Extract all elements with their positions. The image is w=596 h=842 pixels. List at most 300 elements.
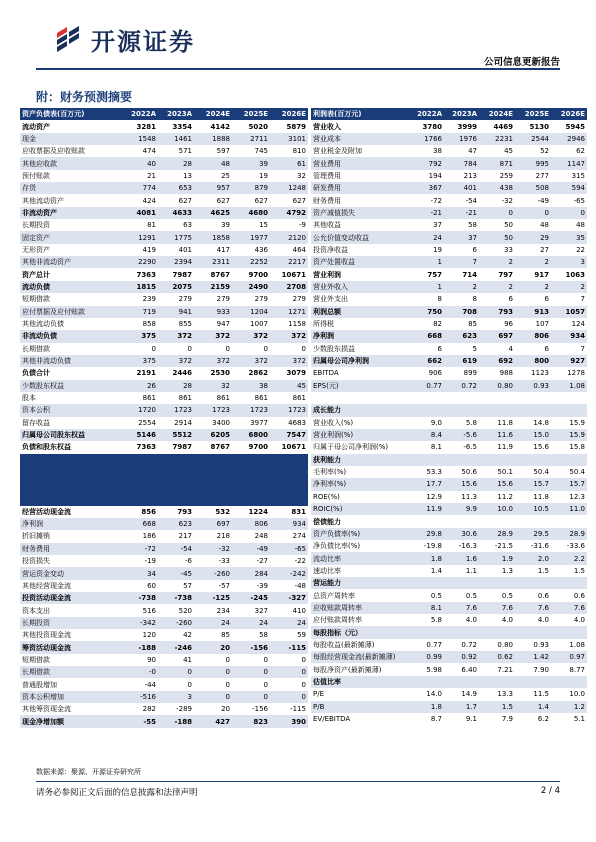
cell-value: 0: [194, 691, 232, 703]
cell-value: 11.2: [497, 492, 513, 501]
table-row: [311, 256, 587, 268]
table-row: [20, 404, 308, 416]
row-label: ROE(%): [313, 492, 340, 501]
cell-value: 186: [142, 532, 156, 541]
cell-value: 39: [232, 157, 270, 169]
row-label: 营业利润: [313, 270, 341, 279]
cell-value: 58: [259, 631, 268, 640]
cell-value: 284: [232, 567, 270, 579]
row-label: 归属于母公司净利润(%): [313, 443, 389, 452]
cell-value: [409, 626, 444, 638]
row-label: 现金: [20, 133, 120, 145]
row-label: 营运资金变动: [20, 567, 120, 579]
cell-value: 861: [216, 394, 230, 403]
cell-value: 4469: [493, 122, 513, 131]
cell-value: -156: [252, 705, 268, 714]
cell-value: [551, 676, 587, 688]
table-row: [311, 589, 587, 601]
cell-value: 571: [178, 147, 192, 156]
cell-value: -32: [501, 196, 513, 205]
cell-value: -57: [218, 581, 230, 590]
row-label: 长期借款: [20, 666, 120, 678]
cell-value: 627: [216, 196, 230, 205]
cell-value: 1461: [158, 133, 194, 145]
cell-value: 1271: [270, 306, 308, 318]
cell-value: 7987: [172, 443, 192, 452]
table-row: [20, 207, 308, 219]
table-row: [20, 592, 308, 604]
cell-value: 15: [259, 221, 268, 230]
cell-value: 375: [120, 355, 158, 367]
cell-value: 372: [270, 330, 308, 342]
cell-value: 3400: [212, 418, 230, 427]
cell-value: 4633: [158, 207, 194, 219]
row-label: 非流动资产: [20, 207, 120, 219]
row-label: 非流动负债: [20, 330, 120, 342]
cell-value: 7987: [172, 270, 192, 279]
cell-value: -48: [294, 581, 306, 590]
table-row: [311, 441, 587, 453]
cell-value: 784: [444, 157, 479, 169]
cell-value: -6.5: [463, 443, 477, 452]
row-label: 研发费用: [311, 182, 409, 194]
table-row: [20, 145, 308, 157]
row-label: 其他非流动资产: [20, 256, 120, 268]
cell-value: 37: [433, 221, 442, 230]
company-logo: [53, 22, 195, 56]
cell-value: 2217: [270, 256, 308, 268]
cell-value: 1.7: [444, 701, 479, 713]
cell-value: 438: [479, 182, 515, 194]
cell-value: 793: [177, 507, 192, 516]
cell-value: 57: [183, 581, 192, 590]
cell-value: 2862: [248, 369, 268, 378]
cell-value: 934: [270, 518, 308, 530]
cell-value: 1858: [194, 231, 232, 243]
row-label: 营业税金及附加: [313, 147, 362, 156]
cell-value: [409, 515, 444, 527]
cell-value: 995: [515, 157, 551, 169]
row-label: 应收账款周转率: [311, 602, 409, 614]
cell-value: 10.5: [515, 503, 551, 515]
cell-value: 627: [254, 196, 268, 205]
cell-value: 279: [254, 295, 268, 304]
cell-value: -0: [120, 666, 158, 678]
table-row: [20, 330, 308, 342]
cell-value: [515, 454, 551, 466]
cell-value: -19.8: [423, 542, 442, 551]
cell-value: 1.1: [465, 566, 477, 575]
cell-value: 48: [576, 221, 585, 230]
cell-value: 0: [232, 691, 270, 703]
cell-value: 2: [515, 281, 551, 293]
cell-value: -22: [294, 557, 306, 566]
cell-value: 0.97: [551, 651, 587, 663]
cell-value: 279: [292, 295, 306, 304]
row-label: EPS(元): [311, 380, 409, 392]
cell-value: 823: [232, 715, 270, 727]
cell-value: 436: [254, 245, 268, 254]
cell-value: 279: [216, 295, 230, 304]
cell-value: -33.6: [566, 542, 585, 551]
cell-value: 11.5: [533, 690, 549, 699]
table-header-year: 2026E: [551, 108, 587, 120]
cell-value: 871: [479, 157, 515, 169]
row-label: 负债合计: [22, 369, 50, 378]
cell-value: 1775: [158, 231, 194, 243]
cell-value: 532: [215, 507, 230, 516]
cell-value: -65: [573, 196, 585, 205]
row-label: 预付账款: [22, 171, 50, 180]
cell-value: 917: [534, 270, 549, 279]
cell-value: 5130: [529, 122, 549, 131]
cell-value: 53.3: [426, 468, 442, 477]
table-row: [20, 691, 308, 703]
cell-value: 48: [540, 221, 549, 230]
cell-value: 0: [187, 344, 192, 353]
cell-value: 1: [409, 256, 444, 268]
row-label: 少数股东损益: [313, 344, 355, 353]
cell-value: 1.08: [569, 640, 585, 649]
cell-value: 988: [499, 369, 513, 378]
cell-value: -188: [120, 641, 158, 653]
cell-value: 0: [301, 344, 306, 353]
cell-value: 594: [551, 182, 587, 194]
cell-value: 6: [544, 344, 549, 353]
cell-value: -54: [465, 196, 477, 205]
table-row: [311, 281, 587, 293]
cell-value: 7: [580, 295, 585, 304]
cell-value: 1977: [232, 231, 270, 243]
table-row: [311, 404, 587, 416]
cell-value: 10671: [281, 443, 306, 452]
table-row: [20, 182, 308, 194]
cell-value: -245: [232, 592, 270, 604]
cell-value: 9.1: [465, 715, 477, 724]
cell-value: 5879: [286, 122, 306, 131]
cell-value: [479, 454, 515, 466]
row-label: 普通股增加: [22, 680, 57, 689]
cell-value: 28: [158, 380, 194, 392]
table-row: [20, 133, 308, 145]
cell-value: 28.9: [479, 528, 515, 540]
row-label: 归属母公司股东权益: [20, 429, 120, 441]
table-row: [311, 355, 587, 367]
table-row: [311, 491, 587, 503]
table-row: [20, 567, 308, 579]
cell-value: 9700: [248, 443, 268, 452]
cell-value: 0: [263, 344, 268, 353]
table-row: [311, 170, 587, 182]
row-label: 短期借款: [22, 655, 50, 664]
cell-value: 7.6: [551, 602, 587, 614]
cell-value: [515, 577, 551, 589]
cell-value: 1.8: [409, 552, 444, 564]
table-row: [311, 120, 587, 132]
table-row: [20, 641, 308, 653]
table-row: [20, 231, 308, 243]
cell-value: 59: [297, 631, 306, 640]
cell-value: 2: [551, 281, 587, 293]
cell-value: 5: [472, 344, 477, 353]
cell-value: 2: [444, 281, 479, 293]
cell-value: [515, 626, 551, 638]
row-label: EBITDA: [313, 369, 339, 378]
cell-value: 4.0: [501, 616, 513, 625]
cell-value: 8767: [210, 270, 230, 279]
table-row: [20, 355, 308, 367]
cell-value: [551, 515, 587, 527]
table-row: [20, 293, 308, 305]
cell-value: 50: [504, 221, 513, 230]
cell-value: 85: [468, 320, 477, 329]
table-row: [311, 429, 587, 441]
cell-value: 861: [292, 394, 306, 403]
cell-value: 7363: [136, 270, 156, 279]
cell-value: 4142: [210, 122, 230, 131]
cell-value: 279: [178, 295, 192, 304]
table-row: [20, 506, 308, 518]
cell-value: 3977: [250, 418, 268, 427]
table-row: [20, 417, 308, 429]
cell-value: 3079: [286, 369, 306, 378]
table-row: [20, 268, 308, 280]
cell-value: 0: [151, 344, 156, 353]
cell-value: 3281: [136, 122, 156, 131]
cell-value: 0: [194, 666, 232, 678]
table-row: [311, 503, 587, 515]
cell-value: 1.5: [537, 566, 549, 575]
cell-value: 15.6: [444, 478, 479, 490]
cell-value: -289: [176, 705, 192, 714]
cell-value: 2.2: [551, 552, 587, 564]
cell-value: 1.4: [430, 566, 442, 575]
cell-value: 327: [254, 606, 268, 615]
cell-value: 4: [508, 344, 513, 353]
cell-value: 239: [142, 295, 156, 304]
cell-value: [515, 515, 551, 527]
cell-value: 0.93: [533, 640, 549, 649]
table-header-year: 2022A: [409, 108, 444, 120]
table-row: [311, 157, 587, 169]
row-label: 财务费用: [20, 543, 120, 555]
row-label: 流动负债: [20, 281, 120, 293]
cell-value: -5.6: [444, 429, 479, 441]
cell-value: 234: [216, 606, 230, 615]
table-row: [311, 602, 587, 614]
table-row: [20, 666, 308, 678]
row-label: 现金净增加额: [20, 715, 120, 727]
cell-value: -33: [218, 557, 230, 566]
cell-value: 0.99: [409, 651, 444, 663]
row-label: 偿债能力: [313, 517, 341, 526]
cell-value: [409, 676, 444, 688]
cell-value: 5.8: [465, 418, 477, 427]
cell-value: 15.7: [515, 478, 551, 490]
cell-value: 9700: [248, 270, 268, 279]
row-label: 营业收入(%): [313, 418, 354, 427]
row-label: 长期借款: [22, 344, 50, 353]
cell-value: 627: [292, 196, 306, 205]
table-row: [311, 367, 587, 379]
cell-value: 806: [515, 330, 551, 342]
cell-value: 8767: [210, 443, 230, 452]
cell-value: 668: [120, 518, 158, 530]
cell-value: 11.6: [479, 429, 515, 441]
cell-value: 45: [270, 380, 308, 392]
cell-value: 10671: [281, 270, 306, 279]
table-row: [20, 555, 308, 567]
cell-value: 0.77: [426, 640, 442, 649]
cell-value: 32: [297, 171, 306, 180]
table-row: [311, 528, 587, 540]
cell-value: 277: [535, 171, 549, 180]
cell-value: [479, 626, 515, 638]
cell-value: 372: [158, 330, 194, 342]
cell-value: 7.21: [497, 665, 513, 674]
cell-value: 5.98: [426, 665, 442, 674]
cell-value: [479, 577, 515, 589]
cell-value: 856: [141, 507, 156, 516]
cell-value: 1.4: [515, 701, 551, 713]
cell-value: 4680: [232, 207, 270, 219]
cell-value: 15.9: [551, 429, 587, 441]
cell-value: -9: [299, 221, 306, 230]
row-label: 毛利率(%): [313, 468, 347, 477]
cell-value: 7363: [136, 443, 156, 452]
cell-value: 28.9: [551, 528, 587, 540]
table-row: [20, 157, 308, 169]
cell-value: 410: [292, 606, 306, 615]
table-row: [311, 639, 587, 651]
cell-value: 14.0: [426, 690, 442, 699]
table-row: [20, 441, 308, 453]
cell-value: 692: [479, 355, 515, 367]
cell-value: 7: [444, 256, 479, 268]
cell-value: 8: [472, 295, 477, 304]
footer-disclaimer: 请务必参阅正文后面的信息披露和法律声明: [36, 788, 198, 798]
cell-value: 3: [158, 691, 194, 703]
cell-value: 8.77: [569, 665, 585, 674]
cell-value: -260: [158, 617, 194, 629]
cell-value: 5146: [120, 429, 158, 441]
cell-value: 85: [221, 631, 230, 640]
cell-value: 29.5: [515, 528, 551, 540]
cell-value: 2.0: [515, 552, 551, 564]
table-row: [311, 688, 587, 700]
row-label: 存货: [20, 182, 120, 194]
row-label: 净利率(%): [311, 478, 409, 490]
table-row: [20, 343, 308, 355]
cell-value: 372: [194, 355, 232, 367]
table-row: [311, 454, 587, 466]
cell-value: 797: [498, 270, 513, 279]
cell-value: 623: [444, 330, 479, 342]
cell-value: 8.4: [409, 429, 444, 441]
cell-value: 1158: [288, 320, 306, 329]
table-row: [20, 703, 308, 715]
row-label: 公允价值变动收益: [311, 231, 409, 243]
cell-value: 15.6: [533, 443, 549, 452]
cell-value: 2914: [174, 418, 192, 427]
row-label: 所得税: [313, 320, 334, 329]
cell-value: 2290: [120, 256, 158, 268]
cell-value: 2394: [158, 256, 194, 268]
cell-value: [409, 454, 444, 466]
row-label: 投资损失: [22, 557, 50, 566]
cell-value: 0: [225, 344, 230, 353]
cell-value: -242: [270, 567, 308, 579]
row-label: 速动比率: [313, 566, 341, 575]
cell-value: 3780: [422, 122, 442, 131]
cell-value: 2946: [551, 133, 587, 145]
table-header-title: 资产负债表(百万元): [20, 108, 120, 120]
cell-value: 2: [479, 256, 515, 268]
cell-value: 7.6: [515, 602, 551, 614]
cell-value: -738: [158, 592, 194, 604]
cell-value: 708: [444, 306, 479, 318]
table-row: [20, 219, 308, 231]
cell-value: 1723: [194, 404, 232, 416]
cell-value: [479, 515, 515, 527]
row-label: 其他流动资产: [22, 196, 64, 205]
row-label: 负债和股东权益: [22, 443, 71, 452]
cell-value: 50.4: [533, 468, 549, 477]
row-label: 营业外支出: [313, 295, 348, 304]
cell-value: -342: [120, 617, 158, 629]
cell-value: 33: [504, 245, 513, 254]
cell-value: 2120: [270, 231, 308, 243]
cell-value: 1147: [551, 157, 587, 169]
cell-value: 0: [263, 655, 268, 664]
cell-value: 218: [216, 532, 230, 541]
cell-value: 1057: [551, 306, 587, 318]
table-row: [20, 543, 308, 555]
cell-value: 61: [270, 157, 308, 169]
cell-value: 2: [479, 281, 515, 293]
cell-value: 6: [472, 245, 477, 254]
cell-value: 401: [444, 182, 479, 194]
cell-value: 1.42: [515, 651, 551, 663]
cell-value: -32: [194, 543, 232, 555]
cell-value: 90: [147, 655, 156, 664]
table-row: [311, 663, 587, 675]
cell-value: 1007: [250, 320, 268, 329]
table-row: [20, 654, 308, 666]
cell-value: 1.3: [501, 566, 513, 575]
cell-value: -54: [158, 543, 194, 555]
row-label: 营业利润(%): [311, 429, 409, 441]
cell-value: 0.6: [573, 591, 585, 600]
cell-value: [551, 626, 587, 638]
cell-value: -516: [120, 691, 158, 703]
row-label: 资产总计: [22, 270, 50, 279]
row-label: 折旧摊销: [22, 532, 50, 541]
cell-value: 1123: [531, 369, 549, 378]
row-label: 财务费用: [313, 196, 341, 205]
cell-value: 41: [183, 655, 192, 664]
cell-value: 390: [270, 715, 308, 727]
cell-value: 757: [427, 270, 442, 279]
cell-value: 520: [178, 606, 192, 615]
cell-value: [444, 454, 479, 466]
cell-value: 120: [142, 631, 156, 640]
table-row: [311, 540, 587, 552]
cell-value: 745: [254, 147, 268, 156]
cell-value: 217: [178, 532, 192, 541]
table-row: [311, 306, 587, 318]
row-label: 每股收益(最新摊薄): [313, 640, 375, 649]
